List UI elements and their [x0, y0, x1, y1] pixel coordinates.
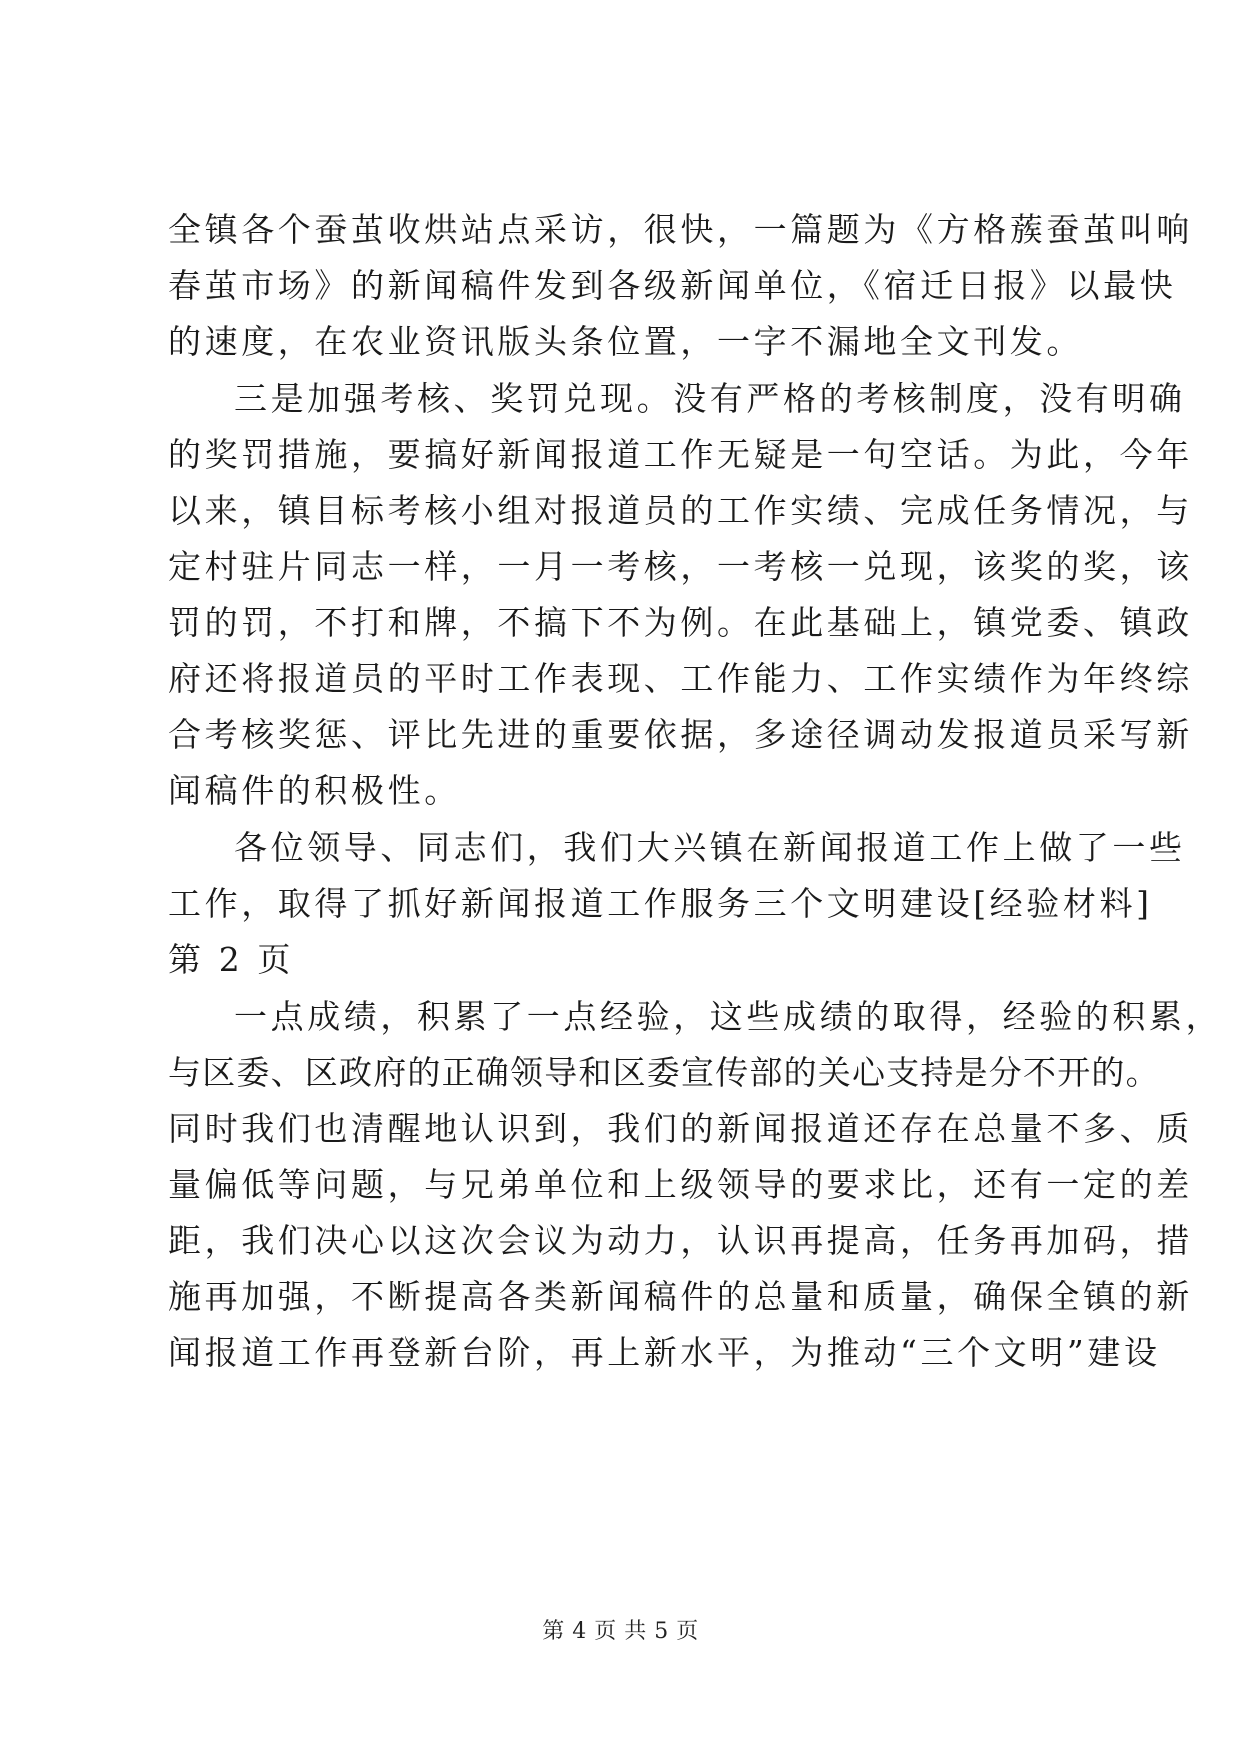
text-line: 闻报道工作再登新台阶，再上新水平，为推动“三个文明”建设 — [168, 1333, 1161, 1372]
text-line: 同时我们也清醒地认识到，我们的新闻报道还存在总量不多、质 — [168, 1109, 1193, 1148]
text-line: 距，我们决心以这次会议为动力，认识再提高，任务再加码，措 — [168, 1221, 1193, 1260]
text-line: 全镇各个蚕茧收烘站点采访，很快，一篇题为《方格蔟蚕茧叫响 — [168, 210, 1193, 249]
paragraph-first-line: 三是加强考核、奖罚兑现。没有严格的考核制度，没有明确 — [234, 379, 1186, 418]
text-line: 以来，镇目标考核小组对报道员的工作实绩、完成任务情况，与 — [168, 491, 1193, 530]
page-footer: 第 4 页 共 5 页 — [542, 1619, 699, 1644]
inline-page-marker: 第 2 页 — [168, 940, 294, 979]
text-line: 的奖罚措施，要搞好新闻报道工作无疑是一句空话。为此，今年 — [168, 435, 1193, 474]
text-line: 施再加强，不断提高各类新闻稿件的总量和质量，确保全镇的新 — [168, 1277, 1193, 1316]
text-line: 的速度，在农业资讯版头条位置，一字不漏地全文刊发。 — [168, 322, 1083, 361]
text-line: 定村驻片同志一样，一月一考核，一考核一兑现，该奖的奖，该 — [168, 547, 1193, 586]
text-line: 罚的罚，不打和牌，不搞下不为例。在此基础上，镇党委、镇政 — [168, 603, 1193, 642]
text-line: 与区委、区政府的正确领导和区委宣传部的关心支持是分不开的。 — [168, 1053, 1160, 1092]
text-line: 府还将报道员的平时工作表现、工作能力、工作实绩作为年终综 — [168, 659, 1193, 698]
text-line: 春茧市场》的新闻稿件发到各级新闻单位，《宿迁日报》以最快 — [168, 266, 1177, 305]
text-line: 量偏低等问题，与兄弟单位和上级领导的要求比，还有一定的差 — [168, 1165, 1193, 1204]
text-line: 合考核奖惩、评比先进的重要依据，多途径调动发报道员采写新 — [168, 715, 1193, 754]
paragraph-first-line: 一点成绩，积累了一点经验，这些成绩的取得，经验的积累， — [234, 997, 1223, 1036]
text-line: 工作，取得了抓好新闻报道工作服务三个文明建设[经验材料] — [168, 884, 1153, 923]
paragraph-first-line: 各位领导、同志们，我们大兴镇在新闻报道工作上做了一些 — [234, 828, 1186, 867]
text-line: 闻稿件的积极性。 — [168, 771, 461, 810]
